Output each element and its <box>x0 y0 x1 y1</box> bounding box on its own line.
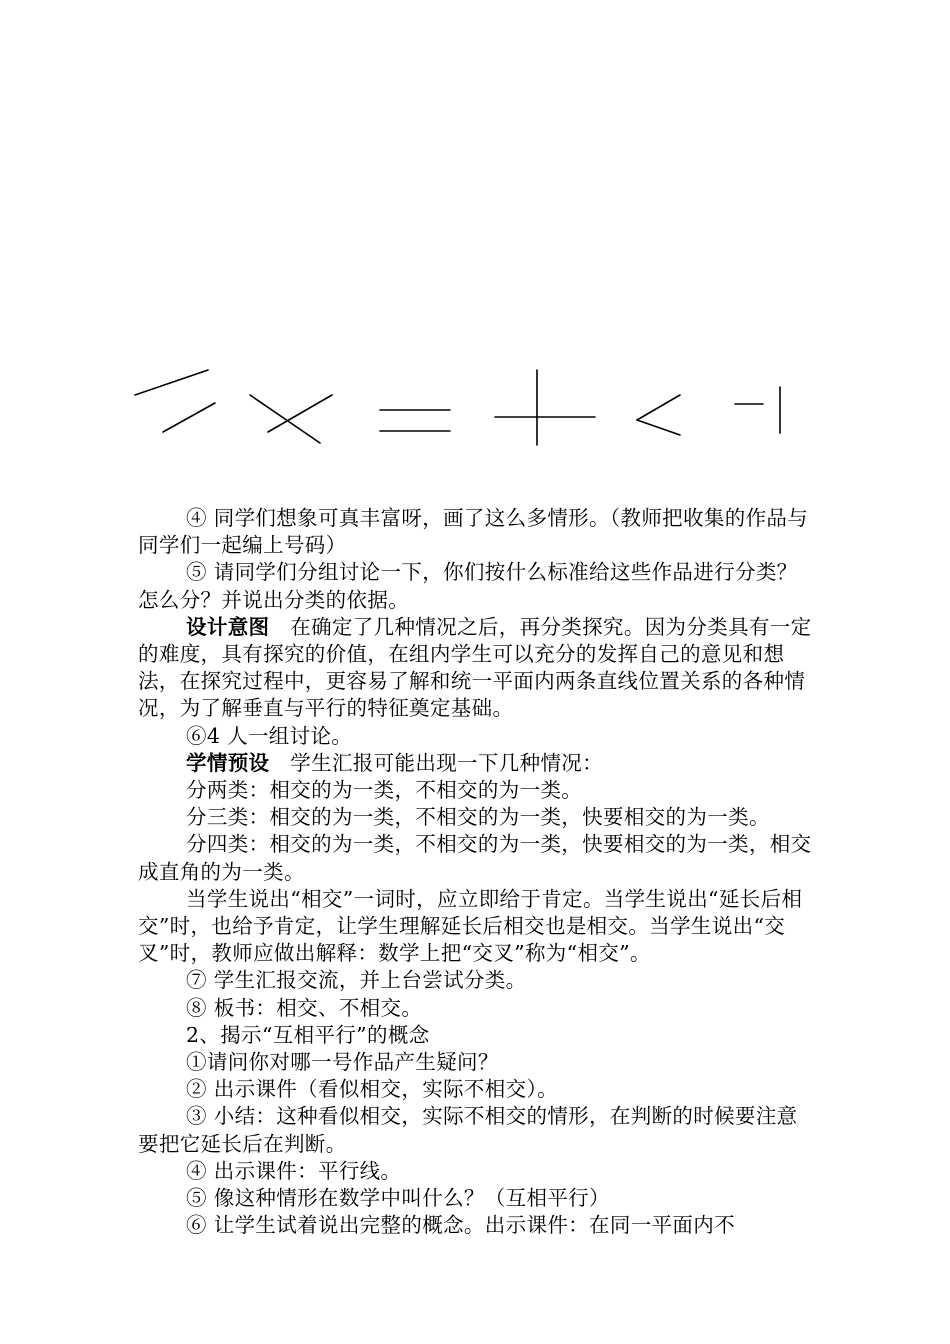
parallel-lines-figure <box>380 410 450 431</box>
student-preview-label: 学情预设 <box>186 750 270 775</box>
paragraph: 当学生说出“相交”一词时，应立即给于肯定。当学生说出“延长后相交”时，也给予肯定，让学生理解延长后相交也是相交。当学生说出“交叉”时，教师应做出解释：数学上把“交叉”称为“相交”。 <box>138 886 803 966</box>
paragraph: ⑤ 请同学们分组讨论一下，你们按什么标准给这些作品进行分类？怎么分？并说出分类的依据。 <box>138 560 798 612</box>
design-intent-paragraph <box>138 614 818 723</box>
paragraph: ④ 同学们想象可真丰富呀，画了这么多情形。（教师把收集的作品与同学们一起编上号码） <box>138 506 809 558</box>
angle-figure <box>637 395 680 435</box>
paragraph: 分三类：相交的为一类，不相交的为一类，快要相交的为一类。 <box>186 805 770 830</box>
lesson-text <box>138 505 818 1239</box>
paragraph: ③ 小结：这种看似相交，实际不相交的情形，在判断的时候要注意要把它延长后在判断。 <box>138 1104 798 1156</box>
perpendicular-cross-figure <box>495 370 595 445</box>
crossing-lines-figure <box>250 395 332 443</box>
line-position-figures <box>120 355 820 465</box>
paragraph: ⑤ 像这种情形在数学中叫什么？（互相平行） <box>186 1186 610 1211</box>
design-intent-text: 在确定了几种情况之后，再分类探究。因为分类具有一定的难度，具有探究的价值，在组内学生可以充分的发挥自己的意见和想法，在探究过程中，更容易了解和统一平面内两条直线位置关系的各种情况，为了解垂直与平行的特征奠定基础。 <box>138 614 812 721</box>
student-preview-text: 学生汇报可能出现一下几种情况： <box>269 750 604 775</box>
paragraph: ⑧ 板书：相交、不相交。 <box>186 995 423 1020</box>
t-shape-figure <box>735 387 780 433</box>
paragraph: ⑦ 学生汇报交流，并上台尝试分类。 <box>186 968 527 993</box>
two-separate-lines-figure <box>135 370 215 432</box>
paragraph: 分两类：相交的为一类，不相交的为一类。 <box>186 778 583 803</box>
paragraph: ② 出示课件（看似相交，实际不相交）。 <box>186 1077 558 1102</box>
paragraph: ⑥ 让学生试着说出完整的概念。出示课件：在同一平面内不 <box>186 1213 735 1238</box>
student-preview-paragraph <box>138 750 818 777</box>
design-intent-label: 设计意图 <box>186 614 270 639</box>
paragraph: 分四类：相交的为一类，不相交的为一类，快要相交的为一类，相交成直角的为一类。 <box>138 832 812 884</box>
paragraph: ①请问你对哪一号作品产生疑问？ <box>186 1050 499 1075</box>
paragraph: ④ 出示课件：平行线。 <box>186 1158 402 1183</box>
section-heading: 2、揭示“互相平行”的概念 <box>186 1022 430 1047</box>
paragraph: ⑥4 人一组讨论。 <box>186 723 353 748</box>
